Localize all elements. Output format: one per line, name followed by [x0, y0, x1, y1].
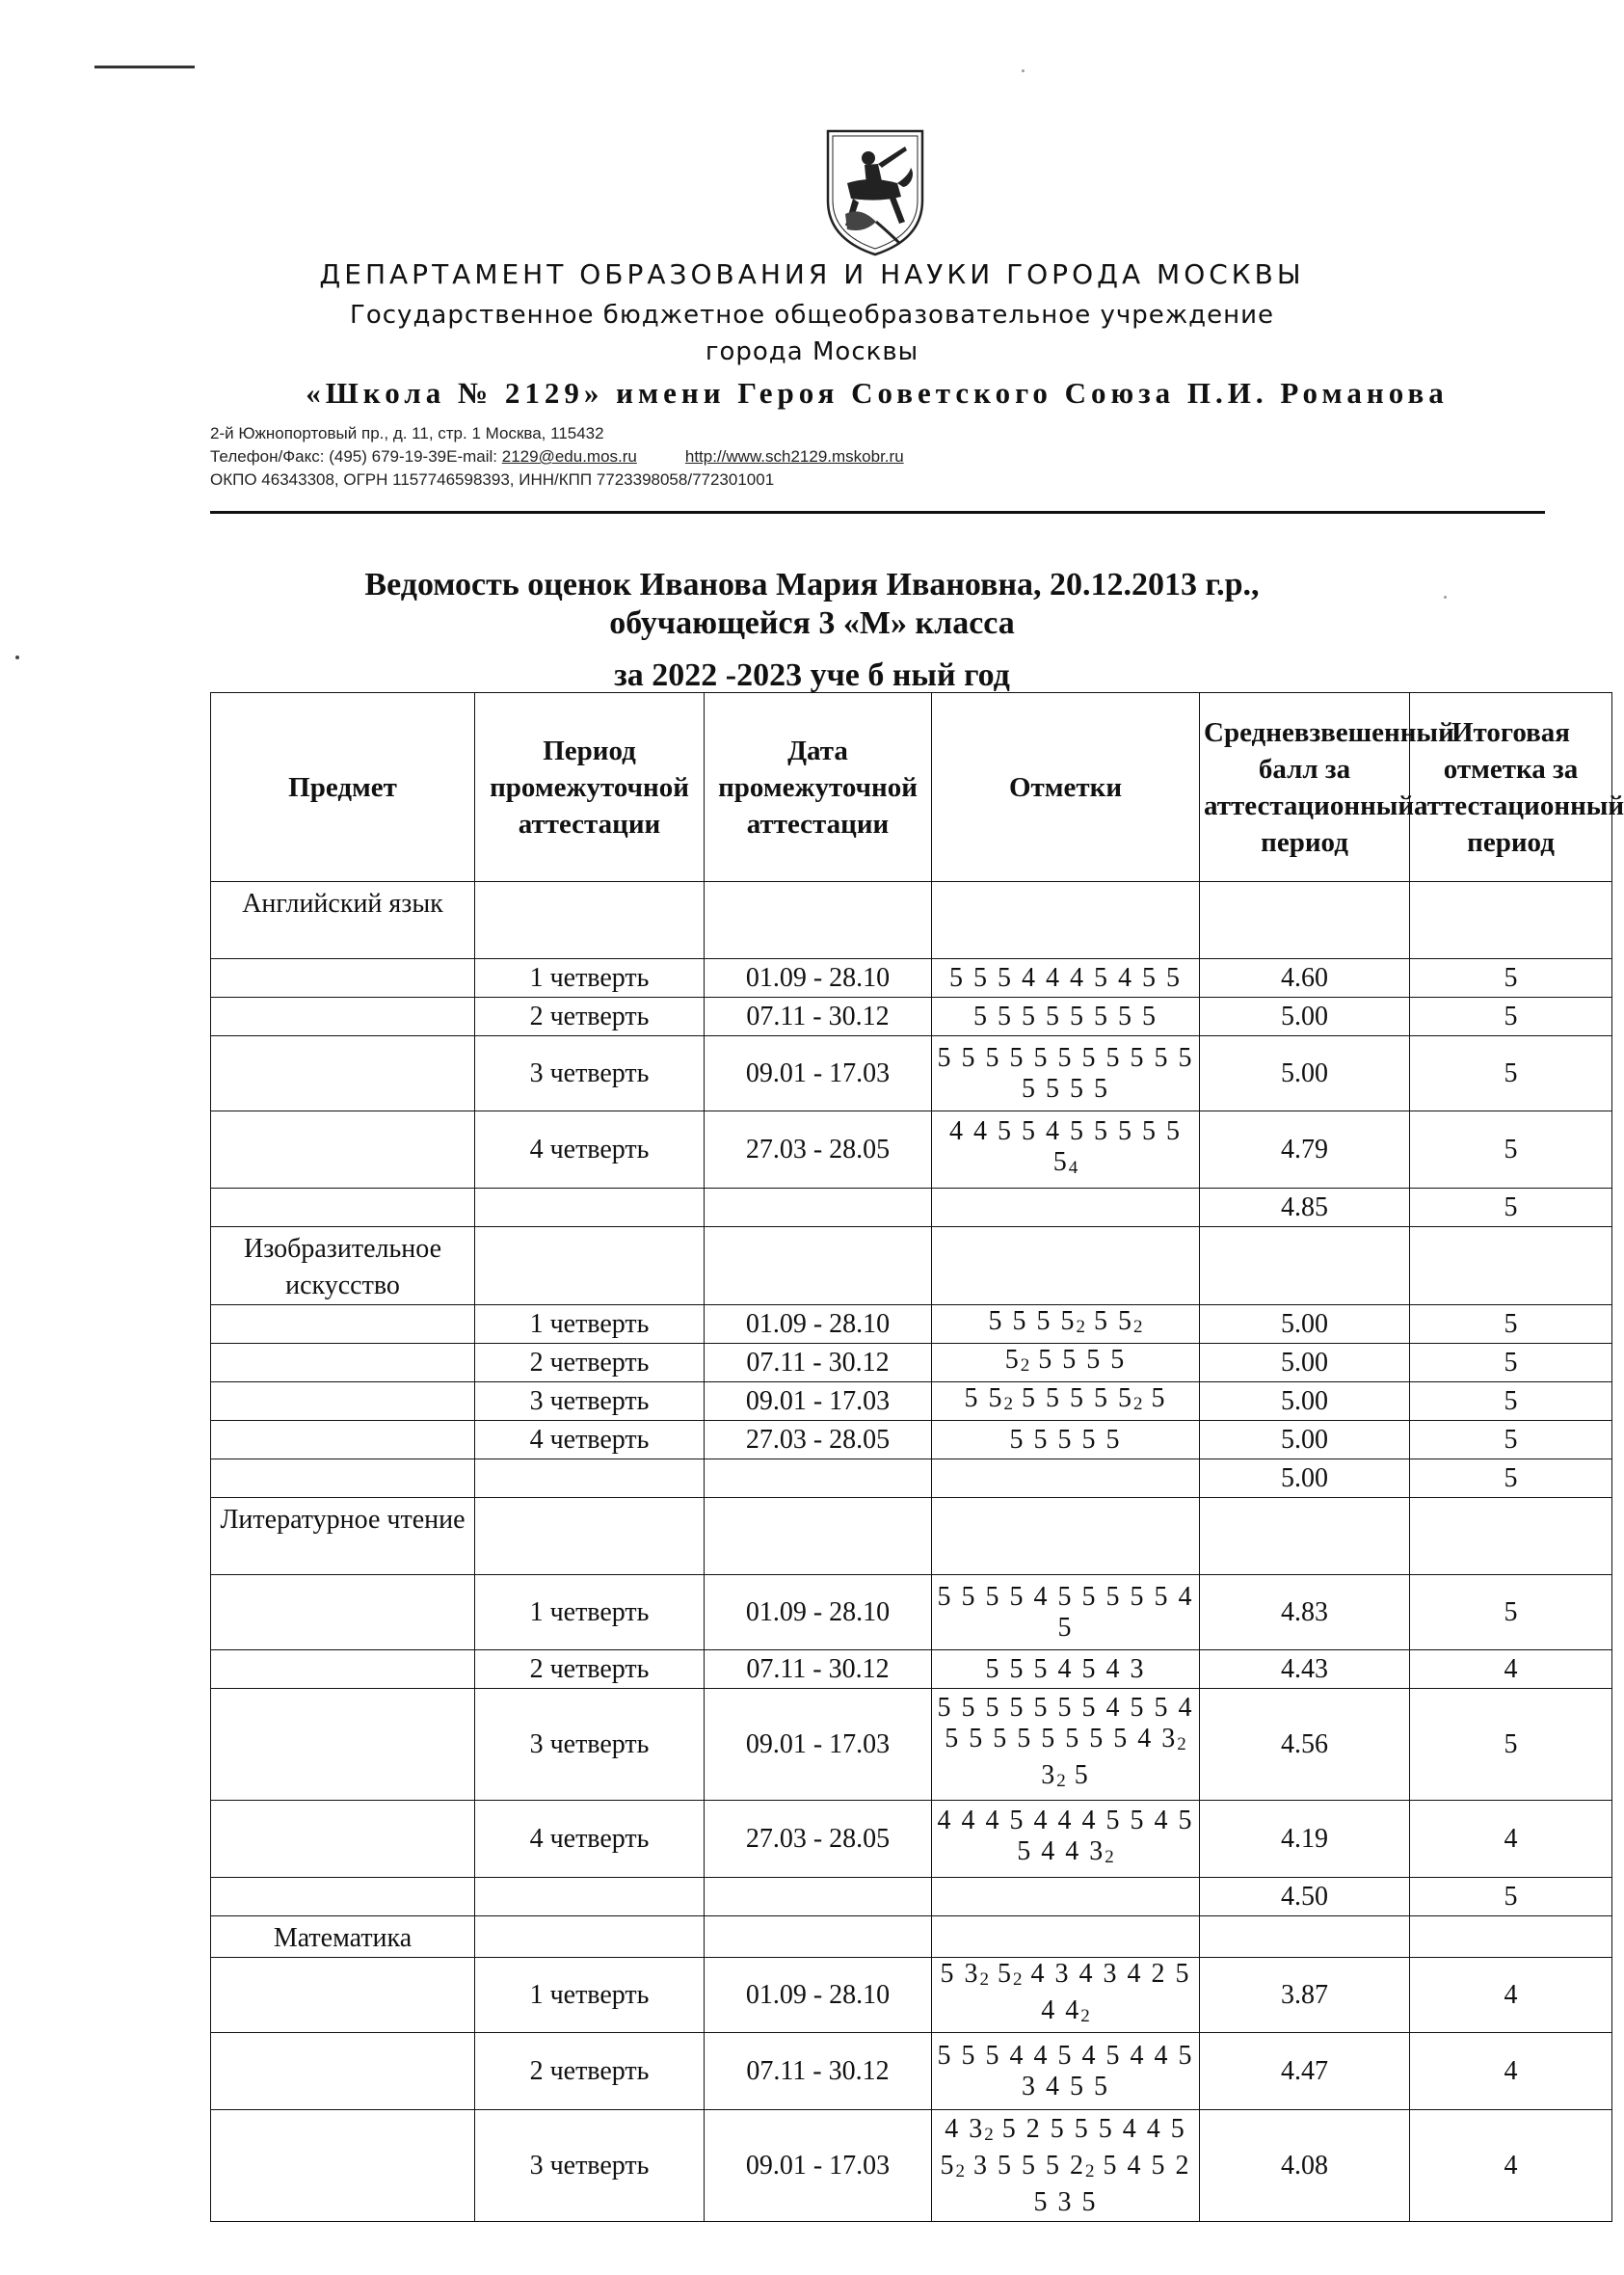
average-cell: 4.47	[1200, 2033, 1410, 2110]
period-cell: 3 четверть	[475, 1036, 705, 1111]
subject-row	[211, 1498, 1612, 1575]
average-cell: 5.00	[1200, 1036, 1410, 1111]
final-mark-cell: 5	[1410, 959, 1612, 998]
final-mark-cell: 4	[1410, 1650, 1612, 1689]
subject-row	[211, 882, 1612, 959]
marks-cell: 5 5 5 5 5 5 5 5	[932, 998, 1200, 1036]
date-cell: 01.09 - 28.10	[705, 1305, 932, 1344]
empty-cell	[705, 1498, 932, 1575]
empty-cell	[211, 1111, 475, 1189]
date-cell: 09.01 - 17.03	[705, 1689, 932, 1801]
empty-cell	[211, 1344, 475, 1382]
average-cell: 5.00	[1200, 1344, 1410, 1382]
period-row	[211, 998, 1612, 1036]
empty-cell	[705, 882, 932, 959]
marks-cell: 4 4 4 5 4 4 4 5 5 4 5 5 4 4 $3_2$	[932, 1801, 1200, 1878]
final-mark-cell: 4	[1410, 2033, 1612, 2110]
empty-cell	[705, 1916, 932, 1958]
average-cell: 4.83	[1200, 1575, 1410, 1650]
final-mark-cell: 5	[1410, 1344, 1612, 1382]
subject-name-cell: Литературное чтение	[211, 1498, 475, 1575]
total-final-mark-cell: 5	[1410, 1878, 1612, 1916]
period-row	[211, 1801, 1612, 1878]
department-name: ДЕПАРТАМЕНТ ОБРАЗОВАНИЯ И НАУКИ ГОРОДА МОСКВЫ	[319, 258, 1305, 290]
subject-total-row	[211, 1189, 1612, 1227]
website-link[interactable]: http://www.sch2129.mskobr.ru	[684, 447, 904, 466]
marks-cell: 5 5 5 5 5	[932, 1421, 1200, 1459]
empty-cell	[211, 1459, 475, 1498]
total-average-cell: 4.85	[1200, 1189, 1410, 1227]
empty-cell	[1410, 882, 1612, 959]
empty-cell	[932, 1916, 1200, 1958]
col-header-final-mark: Итоговая отметка за аттестационный период	[1410, 693, 1612, 882]
empty-cell	[1200, 1498, 1410, 1575]
period-cell: 3 четверть	[475, 1689, 705, 1801]
empty-cell	[1200, 1227, 1410, 1305]
empty-cell	[211, 1575, 475, 1650]
period-cell: 1 четверть	[475, 1958, 705, 2033]
empty-cell	[211, 1801, 475, 1878]
period-row	[211, 1689, 1612, 1801]
empty-cell	[211, 1878, 475, 1916]
empty-cell	[705, 1459, 932, 1498]
period-cell: 2 четверть	[475, 2033, 705, 2110]
marks-cell: $5_2$ 5 5 5 5	[932, 1344, 1200, 1382]
header-divider	[210, 511, 1545, 514]
col-header-marks: Отметки	[932, 693, 1200, 882]
phone-text: Телефон/Факс: (495) 679-19-39	[210, 447, 447, 466]
moscow-coat-of-arms-icon	[822, 125, 928, 258]
total-average-cell: 4.50	[1200, 1878, 1410, 1916]
final-mark-cell: 4	[1410, 1801, 1612, 1878]
scan-mark	[94, 66, 195, 68]
empty-cell	[1200, 882, 1410, 959]
grades-table-body	[211, 882, 1612, 2222]
email-label: E-mail:	[446, 447, 502, 466]
marks-cell: 4 4 5 5 4 5 5 5 5 5 $5_4$	[932, 1111, 1200, 1189]
marks-cell: 5 5 5 5 4 5 5 5 5 5 4 5	[932, 1575, 1200, 1650]
date-cell: 07.11 - 30.12	[705, 998, 932, 1036]
total-average-cell: 5.00	[1200, 1459, 1410, 1498]
empty-cell	[211, 959, 475, 998]
table-header-row	[211, 693, 1612, 882]
period-cell: 2 четверть	[475, 1344, 705, 1382]
email-link[interactable]: 2129@edu.mos.ru	[501, 447, 637, 466]
final-mark-cell: 5	[1410, 1575, 1612, 1650]
final-mark-cell: 5	[1410, 1382, 1612, 1421]
empty-cell	[475, 1878, 705, 1916]
average-cell: 5.00	[1200, 1421, 1410, 1459]
document-title-year: за 2022 -2023 уче б ный год	[614, 657, 1010, 693]
empty-cell	[932, 1189, 1200, 1227]
marks-cell: 5 5 5 4 5 4 3	[932, 1650, 1200, 1689]
phone-email-line	[210, 445, 904, 468]
marks-cell: 5 5 5 $5_2$ 5 $5_2$	[932, 1305, 1200, 1344]
period-row	[211, 1344, 1612, 1382]
date-cell: 27.03 - 28.05	[705, 1421, 932, 1459]
empty-cell	[1410, 1916, 1612, 1958]
subject-row	[211, 1227, 1612, 1305]
empty-cell	[211, 2110, 475, 2222]
document-title: Ведомость оценок Иванова Мария Ивановна, 20.12.2013 г.р.,	[364, 567, 1260, 602]
period-row	[211, 959, 1612, 998]
date-cell: 27.03 - 28.05	[705, 1111, 932, 1189]
empty-cell	[705, 1189, 932, 1227]
empty-cell	[211, 1650, 475, 1689]
average-cell: 5.00	[1200, 1305, 1410, 1344]
period-row	[211, 1036, 1612, 1111]
period-cell: 4 четверть	[475, 1111, 705, 1189]
date-cell: 07.11 - 30.12	[705, 2033, 932, 2110]
marks-cell: 5 5 5 4 4 4 5 4 5 5	[932, 959, 1200, 998]
final-mark-cell: 5	[1410, 998, 1612, 1036]
date-cell: 09.01 - 17.03	[705, 1382, 932, 1421]
empty-cell	[705, 1878, 932, 1916]
marks-cell: 5 $5_2$ 5 5 5 5 $5_2$ 5	[932, 1382, 1200, 1421]
average-cell: 4.60	[1200, 959, 1410, 998]
col-header-period: Период промежуточной аттестации	[475, 693, 705, 882]
final-mark-cell: 4	[1410, 1958, 1612, 2033]
col-header-subject: Предмет	[211, 693, 475, 882]
period-row	[211, 1958, 1612, 2033]
col-header-weighted-average: Средневзвешенный балл за аттестационный период	[1200, 693, 1410, 882]
marks-cell: 5 5 5 5 5 5 5 5 5 5 5 5 5 5 5	[932, 1036, 1200, 1111]
period-row	[211, 1421, 1612, 1459]
average-cell: 3.87	[1200, 1958, 1410, 2033]
scan-speck	[1022, 69, 1025, 72]
period-cell: 1 четверть	[475, 1575, 705, 1650]
empty-cell	[705, 1227, 932, 1305]
empty-cell	[932, 1459, 1200, 1498]
registry-line: ОКПО 46343308, ОГРН 1157746598393, ИНН/КПП 7723398058/772301001	[210, 470, 775, 489]
final-mark-cell: 5	[1410, 1036, 1612, 1111]
marks-cell: 5 $3_2$ $5_2$ 4 3 4 3 4 2 5 4 $4_2$	[932, 1958, 1200, 2033]
empty-cell	[211, 1305, 475, 1344]
average-cell: 5.00	[1200, 998, 1410, 1036]
final-mark-cell: 5	[1410, 1689, 1612, 1801]
average-cell: 4.19	[1200, 1801, 1410, 1878]
empty-cell	[211, 1036, 475, 1111]
empty-cell	[211, 1421, 475, 1459]
average-cell: 4.56	[1200, 1689, 1410, 1801]
final-mark-cell: 5	[1410, 1305, 1612, 1344]
address-line: 2-й Южнопортовый пр., д. 11, стр. 1 Москва, 115432	[210, 424, 604, 442]
school-name: «Школа № 2129» имени Героя Советского Союза П.И. Романова	[306, 376, 1449, 410]
empty-cell	[211, 2033, 475, 2110]
date-cell: 07.11 - 30.12	[705, 1344, 932, 1382]
period-cell: 4 четверть	[475, 1801, 705, 1878]
final-mark-cell: 4	[1410, 2110, 1612, 2222]
marks-cell: 5 5 5 5 5 5 5 4 5 5 4 5 5 5 5 5 5 5 5 4 $3_2$ $3_2$ 5	[932, 1689, 1200, 1801]
subject-total-row	[211, 1459, 1612, 1498]
marks-cell: 4 $3_2$ 5 2 5 5 5 4 4 5 $5_2$ 3 5 5 5 $2_2$ 5 4 5 2 5 3 5	[932, 2110, 1200, 2222]
empty-cell	[211, 1689, 475, 1801]
empty-cell	[932, 882, 1200, 959]
empty-cell	[475, 1189, 705, 1227]
period-cell: 4 четверть	[475, 1421, 705, 1459]
empty-cell	[475, 1916, 705, 1958]
empty-cell	[1410, 1227, 1612, 1305]
period-row	[211, 1575, 1612, 1650]
contact-block	[210, 422, 904, 492]
grades-table	[210, 692, 1624, 2222]
empty-cell	[932, 1227, 1200, 1305]
period-row	[211, 1382, 1612, 1421]
period-cell: 3 четверть	[475, 2110, 705, 2222]
period-row	[211, 1650, 1612, 1689]
total-final-mark-cell: 5	[1410, 1189, 1612, 1227]
period-cell: 1 четверть	[475, 1305, 705, 1344]
period-row	[211, 1111, 1612, 1189]
organization-line-2: города Москвы	[705, 337, 919, 366]
empty-cell	[475, 882, 705, 959]
date-cell: 01.09 - 28.10	[705, 1958, 932, 2033]
date-cell: 09.01 - 17.03	[705, 2110, 932, 2222]
average-cell: 4.79	[1200, 1111, 1410, 1189]
period-cell: 2 четверть	[475, 998, 705, 1036]
subject-name-cell: Английский язык	[211, 882, 475, 959]
period-row	[211, 2110, 1612, 2222]
subject-total-row	[211, 1878, 1612, 1916]
empty-cell	[475, 1459, 705, 1498]
period-cell: 1 четверть	[475, 959, 705, 998]
period-row	[211, 1305, 1612, 1344]
document-title-class: обучающейся 3 «М» класса	[609, 605, 1015, 641]
empty-cell	[475, 1227, 705, 1305]
organization-line-1: Государственное бюджетное общеобразовательное учреждение	[350, 301, 1274, 330]
col-header-date: Дата промежуточной аттестации	[705, 693, 932, 882]
average-cell: 4.08	[1200, 2110, 1410, 2222]
marks-cell: 5 5 5 4 4 5 4 5 4 4 5 3 4 5 5	[932, 2033, 1200, 2110]
final-mark-cell: 5	[1410, 1111, 1612, 1189]
date-cell: 09.01 - 17.03	[705, 1036, 932, 1111]
total-final-mark-cell: 5	[1410, 1459, 1612, 1498]
subject-row	[211, 1916, 1612, 1958]
period-cell: 3 четверть	[475, 1382, 705, 1421]
empty-cell	[211, 1382, 475, 1421]
subject-name-cell: Математика	[211, 1916, 475, 1958]
final-mark-cell: 5	[1410, 1421, 1612, 1459]
empty-cell	[211, 1958, 475, 2033]
empty-cell	[1410, 1498, 1612, 1575]
empty-cell	[211, 998, 475, 1036]
average-cell: 5.00	[1200, 1382, 1410, 1421]
subject-name-cell: Изобразительное искусство	[211, 1227, 475, 1305]
date-cell: 01.09 - 28.10	[705, 1575, 932, 1650]
date-cell: 07.11 - 30.12	[705, 1650, 932, 1689]
empty-cell	[932, 1498, 1200, 1575]
empty-cell	[932, 1878, 1200, 1916]
period-row	[211, 2033, 1612, 2110]
date-cell: 27.03 - 28.05	[705, 1801, 932, 1878]
date-cell: 01.09 - 28.10	[705, 959, 932, 998]
period-cell: 2 четверть	[475, 1650, 705, 1689]
empty-cell	[475, 1498, 705, 1575]
empty-cell	[211, 1189, 475, 1227]
empty-cell	[1200, 1916, 1410, 1958]
average-cell: 4.43	[1200, 1650, 1410, 1689]
